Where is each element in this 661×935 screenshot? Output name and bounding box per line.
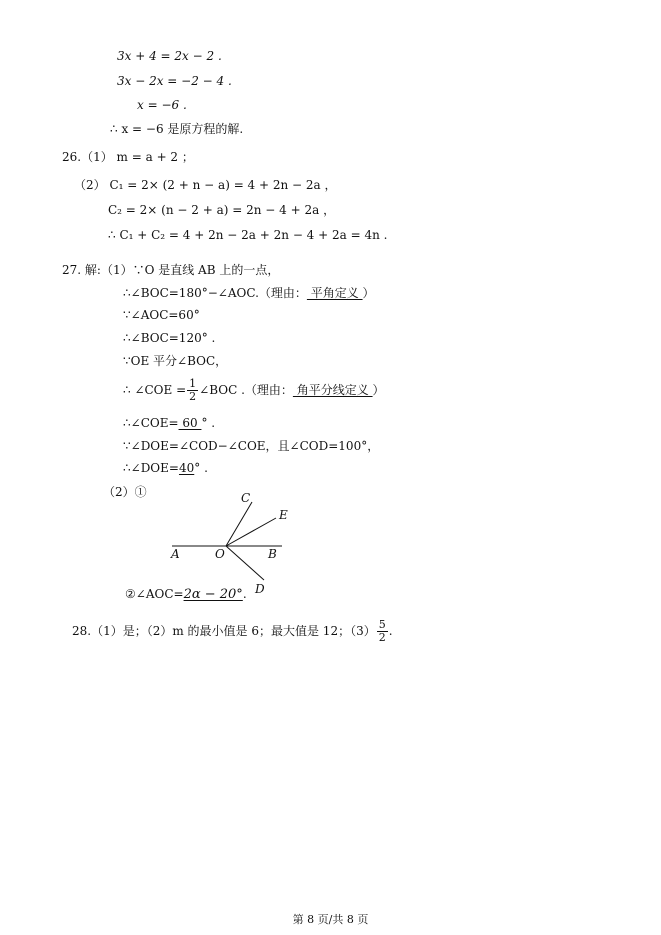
q27-part2-label: （2）① xyxy=(103,485,147,499)
equation-line-1: 3x + 4 = 2x − 2 . xyxy=(117,49,222,63)
fraction-one-half xyxy=(187,378,198,403)
q27-step-boc-text: ∴∠BOC=180°−∠AOC.（理由： xyxy=(123,286,307,300)
q27-reason-straight-angle: 平角定义 xyxy=(306,286,363,300)
q28-answer xyxy=(72,617,393,645)
q27-step-boc-close: ） xyxy=(362,286,375,300)
q27-step-boc-value: ∴∠BOC=120° . xyxy=(123,331,216,345)
q27-aoc-answer: 2α − 20° xyxy=(183,587,243,602)
label-b: B xyxy=(268,547,277,561)
q27-step-coe-half xyxy=(123,377,385,403)
ray-oe xyxy=(226,518,276,546)
fraction-numerator: 5 xyxy=(378,618,386,631)
q27-step-bisect: ∵OE 平分∠BOC， xyxy=(123,354,228,368)
fraction-denominator: 2 xyxy=(378,631,386,644)
q28-text: 28.（1）是；（2）m 的最小值是 6；最大值是 12；（3） xyxy=(72,624,376,638)
q26-part2-line2: C₂ = 2× (n − 2 + a) = 2n − 4 + 2a ， xyxy=(108,203,336,217)
page-footer: 第 8 页/共 8 页 xyxy=(292,913,369,926)
q26-part1: 26.（1） m = a + 2 ； xyxy=(62,150,194,164)
ray-od xyxy=(226,546,264,580)
label-e: E xyxy=(279,508,288,522)
label-o: O xyxy=(215,547,225,561)
q27-part2-answer xyxy=(125,586,247,603)
q27-reason-bisector: 角平分线定义 xyxy=(292,383,373,397)
q26-part2-line3: ∴ C₁ + C₂ = 4 + 2n − 2a + 2n − 4 + 2a = 4n . xyxy=(108,228,388,242)
equation-line-3: x = −6 . xyxy=(137,98,187,112)
q28-end: . xyxy=(388,624,393,638)
label-d: D xyxy=(255,582,265,596)
fraction-five-halves xyxy=(377,619,388,644)
q27-aoc-end: . xyxy=(242,587,247,601)
ray-oc xyxy=(226,502,252,546)
q27-coe-close: ） xyxy=(372,383,385,397)
q27-aoc-lhs: ②∠AOC= xyxy=(125,587,184,601)
label-c: C xyxy=(241,491,251,505)
q27-step-boc xyxy=(123,285,375,301)
fraction-denominator: 2 xyxy=(189,390,197,403)
q27-coe-lhs: ∴ ∠COE = xyxy=(123,383,187,397)
q26-part2-line1: （2） C₁ = 2× (2 + n − a) = 4 + 2n − 2a ， xyxy=(74,178,337,192)
q27-step-doe-value xyxy=(123,460,208,476)
equation-conclusion: ∴ x = −6 是原方程的解. xyxy=(110,122,244,136)
q27-coe-unit: ° . xyxy=(201,416,216,430)
equation-line-2: 3x − 2x = −2 − 4 . xyxy=(117,74,232,88)
q27-step-aoc: ∵∠AOC=60° xyxy=(123,308,200,322)
fraction-numerator: 1 xyxy=(189,377,197,390)
q27-step-doe: ∵∠DOE=∠COD−∠COE，且∠COD=100°， xyxy=(123,439,380,453)
q27-step-coe-value xyxy=(123,415,215,431)
q27-doe-lhs: ∴∠DOE= xyxy=(123,461,179,475)
q27-doe-answer: 40 xyxy=(178,461,195,475)
label-a: A xyxy=(171,547,180,561)
q27-coe-value-lhs: ∴∠COE= xyxy=(123,416,179,430)
q27-doe-unit: ° . xyxy=(194,461,208,475)
q27-coe-rhs: ∠BOC .（理由： xyxy=(199,383,293,397)
q27-intro: 27. 解:（1）∵O 是直线 AB 上的一点， xyxy=(62,263,280,277)
q27-coe-answer: 60 xyxy=(178,416,202,430)
